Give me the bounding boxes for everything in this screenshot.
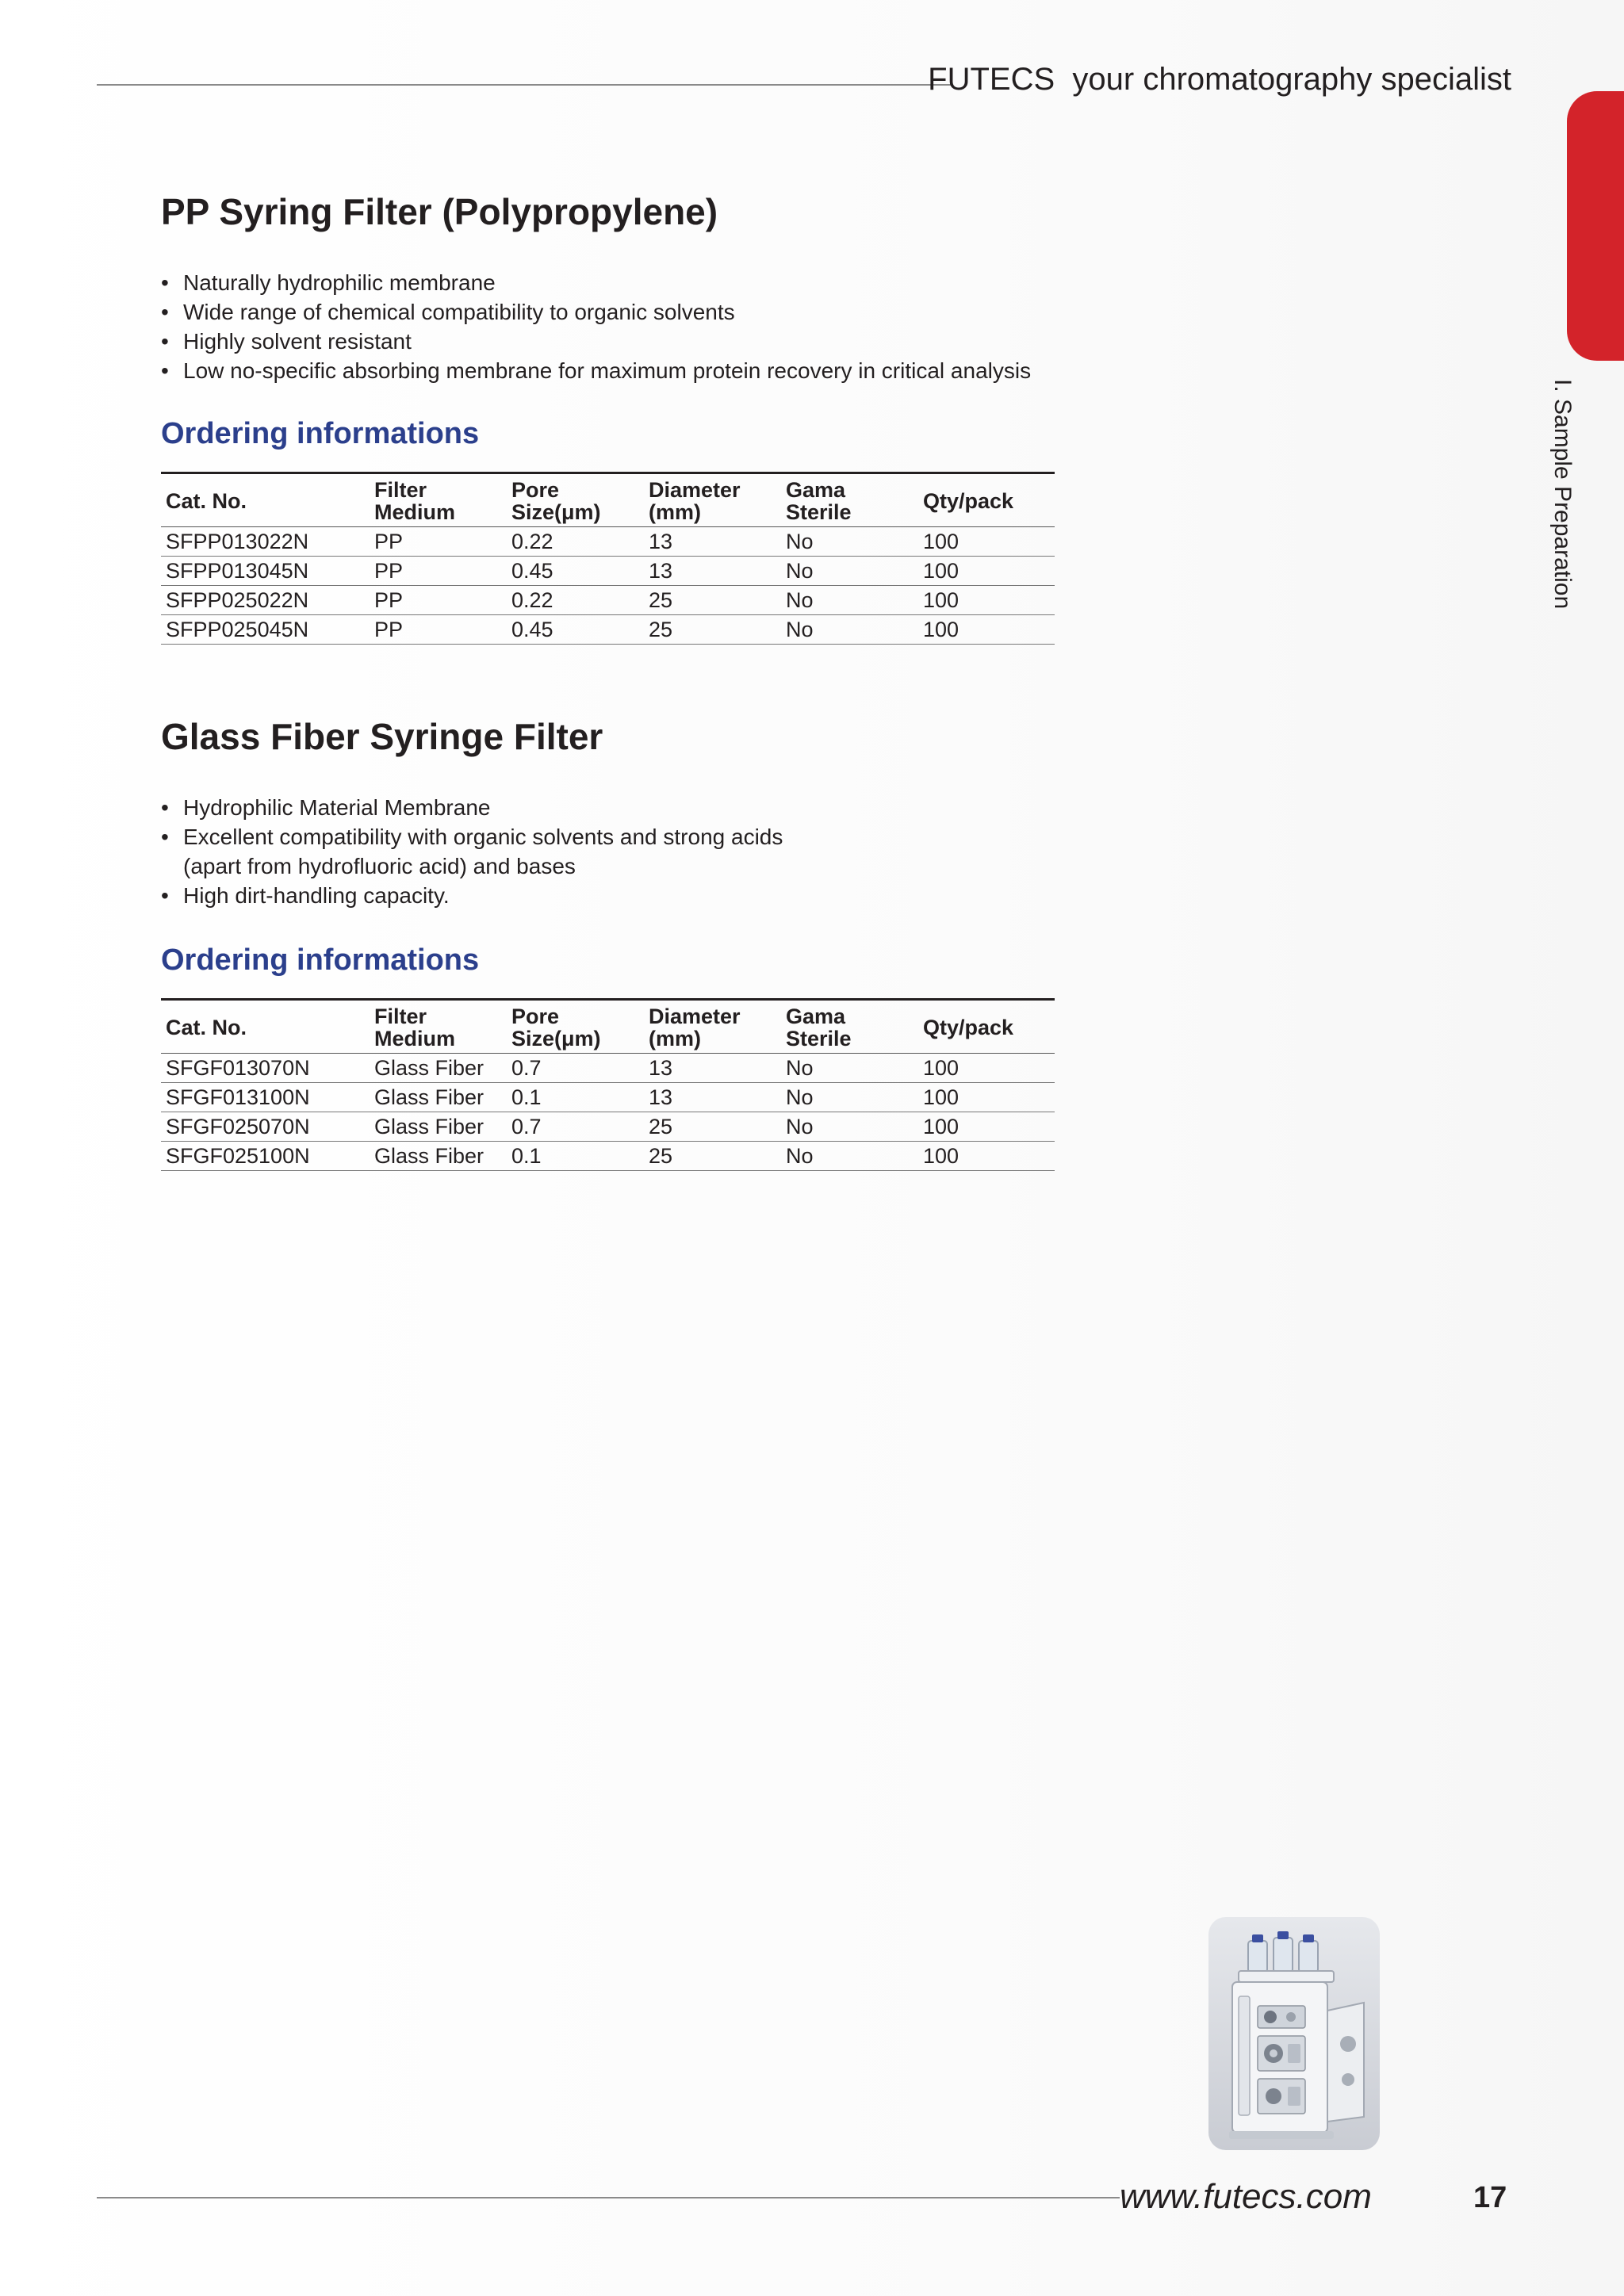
cell-qty-pack: 100	[918, 1112, 1055, 1142]
cell-cat-no: SFGF013070N	[161, 1054, 370, 1083]
cell-filter-medium: Glass Fiber	[370, 1142, 507, 1171]
footer-website-link[interactable]: www.futecs.com	[1120, 2177, 1372, 2216]
cell-cat-no: SFPP013045N	[161, 557, 370, 586]
cell-diameter: 13	[644, 557, 781, 586]
header-text	[928, 62, 1511, 98]
section-title-pp: PP Syring Filter (Polypropylene)	[161, 191, 718, 232]
list-item: • Naturally hydrophilic membrane	[161, 268, 1031, 297]
cell-pore-size: 0.22	[507, 586, 644, 615]
cell-qty-pack: 100	[918, 1142, 1055, 1171]
list-item: • Highly solvent resistant	[161, 327, 1031, 356]
column-header-filter-medium: Filter Medium	[370, 473, 507, 527]
cell-pore-size: 0.7	[507, 1112, 644, 1142]
hplc-instrument-image	[1208, 1917, 1380, 2150]
column-header-diameter: Diameter (mm)	[644, 1000, 781, 1054]
cell-qty-pack: 100	[918, 615, 1055, 645]
header-tagline: your chromatography specialist	[1072, 62, 1511, 97]
cell-diameter: 13	[644, 1083, 781, 1112]
cell-pore-size: 0.45	[507, 557, 644, 586]
column-header-qty-pack: Qty/pack	[918, 473, 1055, 527]
cell-diameter: 25	[644, 586, 781, 615]
cell-diameter: 13	[644, 527, 781, 557]
column-header-gama-sterile: Gama Sterile	[781, 1000, 918, 1054]
table-row	[161, 1054, 1055, 1083]
cell-diameter: 13	[644, 1054, 781, 1083]
cell-pore-size: 0.45	[507, 615, 644, 645]
list-item: • Wide range of chemical compatibility to organic solvents	[161, 297, 1031, 327]
cell-qty-pack: 100	[918, 586, 1055, 615]
ordering-table-glass-fiber	[161, 998, 1055, 1171]
table-row	[161, 1083, 1055, 1112]
cell-filter-medium: PP	[370, 586, 507, 615]
column-header-qty-pack: Qty/pack	[918, 1000, 1055, 1054]
cell-diameter: 25	[644, 615, 781, 645]
ordering-title-pp: Ordering informations	[161, 417, 480, 450]
list-item: • Excellent compatibility with organic solvents and strong acids (apart from hydrofluoric acid) and bases	[161, 822, 783, 881]
cell-gama-sterile: No	[781, 527, 918, 557]
section-title-glass-fiber: Glass Fiber Syringe Filter	[161, 716, 603, 757]
feature-list-glass-fiber	[161, 793, 783, 910]
instrument-photo	[1208, 1917, 1380, 2150]
cell-filter-medium: Glass Fiber	[370, 1083, 507, 1112]
cell-qty-pack: 100	[918, 1083, 1055, 1112]
list-item: • Hydrophilic Material Membrane	[161, 793, 783, 822]
cell-filter-medium: PP	[370, 615, 507, 645]
section-side-tab	[1567, 91, 1624, 361]
feature-list-pp	[161, 268, 1031, 385]
ordering-title-glass-fiber: Ordering informations	[161, 943, 480, 977]
column-header-cat-no: Cat. No.	[161, 473, 370, 527]
table-row	[161, 615, 1055, 645]
cell-gama-sterile: No	[781, 1142, 918, 1171]
header-brand: FUTECS	[928, 62, 1055, 97]
cell-filter-medium: Glass Fiber	[370, 1112, 507, 1142]
column-header-cat-no: Cat. No.	[161, 1000, 370, 1054]
cell-cat-no: SFGF025100N	[161, 1142, 370, 1171]
cell-gama-sterile: No	[781, 586, 918, 615]
page-number: 17	[1473, 2181, 1507, 2214]
cell-pore-size: 0.1	[507, 1142, 644, 1171]
table-header-row	[161, 1000, 1055, 1054]
table-header-row	[161, 473, 1055, 527]
column-header-pore-size: Pore Size(μm)	[507, 473, 644, 527]
cell-cat-no: SFGF013100N	[161, 1083, 370, 1112]
ordering-table-pp	[161, 472, 1055, 645]
table-row	[161, 557, 1055, 586]
cell-gama-sterile: No	[781, 1054, 918, 1083]
column-header-gama-sterile: Gama Sterile	[781, 473, 918, 527]
header-rule	[97, 84, 953, 86]
list-item: • Low no-specific absorbing membrane for maximum protein recovery in critical analysis	[161, 356, 1031, 385]
column-header-pore-size: Pore Size(μm)	[507, 1000, 644, 1054]
cell-cat-no: SFPP025045N	[161, 615, 370, 645]
cell-filter-medium: Glass Fiber	[370, 1054, 507, 1083]
side-tab-label: I. Sample Preparation	[1549, 379, 1576, 610]
cell-gama-sterile: No	[781, 557, 918, 586]
table-row	[161, 527, 1055, 557]
footer-rule	[97, 2197, 1120, 2198]
cell-cat-no: SFGF025070N	[161, 1112, 370, 1142]
table-row	[161, 1142, 1055, 1171]
cell-diameter: 25	[644, 1142, 781, 1171]
cell-filter-medium: PP	[370, 557, 507, 586]
cell-diameter: 25	[644, 1112, 781, 1142]
cell-qty-pack: 100	[918, 527, 1055, 557]
list-item: • High dirt-handling capacity.	[161, 881, 783, 910]
cell-pore-size: 0.1	[507, 1083, 644, 1112]
column-header-diameter: Diameter (mm)	[644, 473, 781, 527]
cell-gama-sterile: No	[781, 1083, 918, 1112]
table-row	[161, 586, 1055, 615]
cell-qty-pack: 100	[918, 557, 1055, 586]
column-header-filter-medium: Filter Medium	[370, 1000, 507, 1054]
cell-pore-size: 0.7	[507, 1054, 644, 1083]
cell-gama-sterile: No	[781, 615, 918, 645]
table-row	[161, 1112, 1055, 1142]
cell-filter-medium: PP	[370, 527, 507, 557]
cell-qty-pack: 100	[918, 1054, 1055, 1083]
cell-cat-no: SFPP013022N	[161, 527, 370, 557]
cell-gama-sterile: No	[781, 1112, 918, 1142]
cell-cat-no: SFPP025022N	[161, 586, 370, 615]
cell-pore-size: 0.22	[507, 527, 644, 557]
